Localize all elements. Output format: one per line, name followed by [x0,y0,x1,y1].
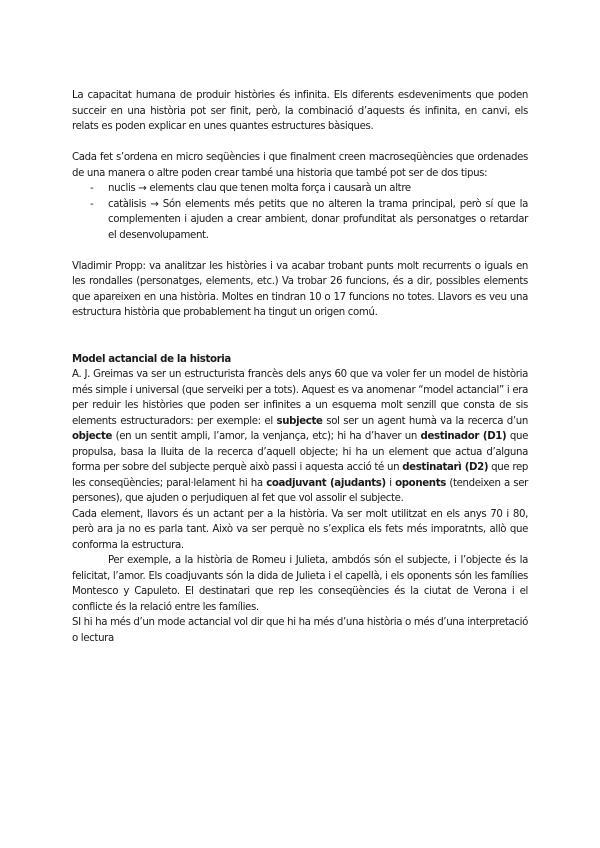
greimas-paragraph [72,367,528,507]
spacer [72,243,528,259]
greimas-text-c: (en un sentit ampli, l’amor, la venjança, etc); hi ha d’haver un [112,431,421,442]
intro-paragraph-2: Cada fet s’ordena en micro seqüències i que finalment creen macroseqüències que ordenades de una manera o altre poden crear també una historia que també pot ser de dos tipus: [72,152,528,179]
actant-paragraph: Cada element, llavors és un actant per a la història. Va ser molt utilitzat en els anys 70 i 80, però ara ja no es parla tant. Això va ser perquè no s’explica els fets més imporatnts, allò que conforma la estructura. [72,508,528,551]
spacer [72,321,528,352]
spacer [72,135,528,151]
greimas-text-e: que rep les conseqüències; paral·lelament hi ha [72,462,528,489]
greimas-text-a: A. J. Greimas va ser un estructurista francès dels anys 60 que va voler fer un model de història més simple i universal (que serveiki per a tots). Aquest es va anomenar “model actancial” i era per reduir les històries que poden ser infinites a un esquema molt senzill que consta de sis elements estructuradors: per exemple: el [72,369,528,427]
list-item-catalisis: - catàlisis → Són elements més petits que no alteren la trama principal, però sí que la complementen i ajuden a crear ambient, donar profunditat als personatges o retardar el desenvolupament. [72,197,528,244]
term-destinatari: destinatarì (D2) [402,462,489,473]
term-objecte: objecte [72,431,113,442]
romeo-juliet-paragraph: Per exemple, a la història de Romeu i Julieta, ambdós són el subjecte, i l’objecte és la felicitat, l’amor. Els coadjuvants són la dida de Julieta i el capellà, i els oponents són les famílies Montesco y Capuleto. El destinatari que rep les conseqüències és la ciutat de Verona i el conflicte és la relació entre les famílies. [72,555,528,613]
conclusion-paragraph: SI hi ha més d’un mode actancial vol dir que hi ha més d’una història o més d’una interpretació o lectura [72,617,528,644]
term-destinador: destinador (D1) [420,431,507,442]
document-page [72,88,528,646]
term-subjecte: subjecte [276,415,323,427]
greimas-text-d: que propulsa, basa la lluita de la recerca d’aquell objecte; hi ha un element que actua d’alguna forma per sobre del subjecte perquè això passi i aquesta acció té un [72,431,528,473]
section-heading: Model actancial de la historia [72,353,231,365]
greimas-text-b: sol ser un agent humà va la recerca d’un [322,415,528,427]
list-item-nuclis: - nuclis → elements clau que tenen molta força i causarà un altre [72,181,528,197]
intro-paragraph-1: La capacitat humana de produir històries és infinita. Els diferents esdeveniments que poden succeir en una història pot ser finit, però, la combinació d’aquests és infinita, en canvi, els relats es poden explicar en unes quantes estructures bàsiques. [72,90,528,132]
term-oponents: oponents [395,477,446,489]
term-coadjuvant: coadjuvant (ajudants) [266,477,386,489]
story-types-list [72,181,528,243]
greimas-text-f: i [385,477,396,489]
greimas-text-g: (tendeixen a ser persones), que ajuden o perjudiquen al fet que vol assolir el subjecte. [72,477,528,504]
propp-paragraph: Vladimir Propp: va analitzar les històries i va acabar trobant punts molt recurrents o iguals en les rondalles (personatges, elements, etc.) Va trobar 26 funcions, és a dir, possibles elements que apareixen en una història. Moltes en tindran 10 o 17 funcions no totes. Llavors es veu una estructura història que probablement ha tingut un origen comú. [72,260,528,318]
